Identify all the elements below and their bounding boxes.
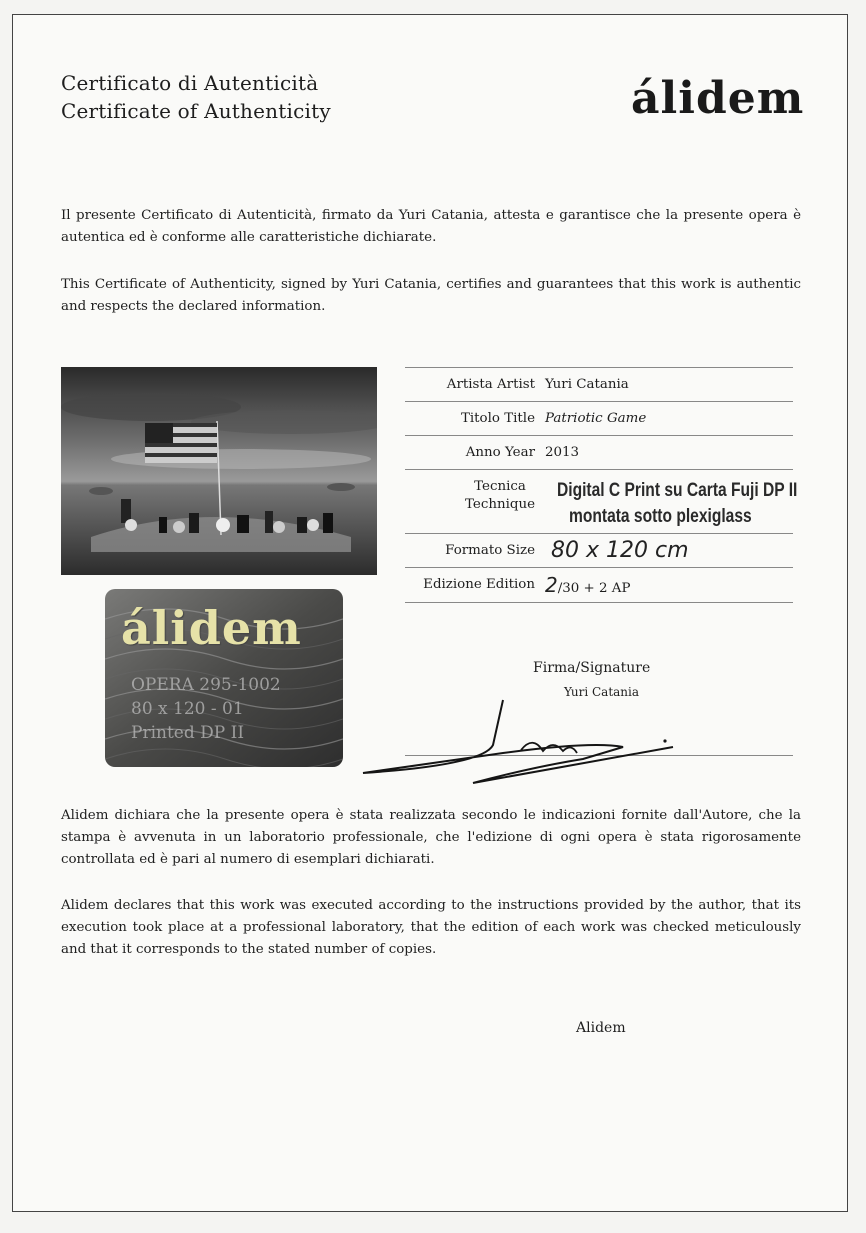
seal-brand: álidem (121, 601, 302, 655)
title-label: Titolo Title (460, 411, 535, 426)
size-value: 80 x 120 cm (551, 538, 689, 563)
edition-label: Edizione Edition (423, 577, 535, 592)
year-label: Anno Year (465, 445, 535, 460)
year-row (405, 435, 793, 470)
technique-row (405, 469, 798, 534)
signature-name: Yuri Catania (564, 685, 640, 699)
alidem-logo: álidem (631, 73, 805, 124)
hologram-seal (105, 589, 343, 767)
artwork-photo (61, 367, 377, 575)
technique-label-english: Technique (465, 497, 535, 512)
flag-icon (145, 423, 217, 463)
technique-label-italian: Tecnica (474, 479, 526, 494)
technique-label (465, 478, 535, 514)
title-english: Certificate of Authenticity (61, 99, 331, 123)
edition-total: /30 + 2 AP (557, 581, 631, 596)
seal-opera-code: OPERA 295-1002 (131, 675, 281, 695)
size-row (405, 533, 793, 568)
title-value: Patriotic Game (545, 411, 647, 426)
title-row (405, 401, 793, 436)
technique-line-2: montata sotto plexiglass (569, 506, 752, 527)
certificate-title (61, 69, 331, 125)
declaration-english: Alidem declares that this work was executed according to the instructions provided by the author, that its execution took place at a professional laboratory, that the edition of each work was checked meticulously and that it corresponds to the stated number of copies. (61, 898, 801, 957)
signature-label: Firma/Signature (533, 660, 651, 676)
artist-value: Yuri Catania (545, 377, 629, 392)
technique-line-1: Digital C Print su Carta Fuji DP II (557, 480, 798, 501)
seal-print-code: Printed DP II (131, 723, 245, 743)
intro-italian: Il presente Certificato di Autenticità, firmato da Yuri Catania, attesta e garantisce che la presente opera è autentica ed è conforme alle caratteristiche dichiarate. (61, 208, 801, 245)
edition-value (545, 573, 631, 598)
artist-row (405, 367, 793, 402)
size-label: Formato Size (445, 543, 535, 558)
certificate-page (12, 14, 848, 1212)
handwritten-signature (353, 695, 683, 805)
edition-row (405, 567, 793, 603)
artist-label: Artista Artist (446, 377, 535, 392)
declaration-italian: Alidem dichiara che la presente opera è stata realizzata secondo le indicazioni fornite dall'Autore, che la stampa è avvenuta in un laboratorio professionale, che l'edizione di ogni opera è stata rigorosamente controllata ed è pari al numero di esemplari dichiarati. (61, 808, 801, 867)
edition-number: 2 (545, 573, 558, 597)
intro-english: This Certificate of Authenticity, signed by Yuri Catania, certifies and guarantees that this work is authentic and respects the declared information. (61, 277, 801, 314)
closing-signatory: Alidem (576, 1020, 626, 1036)
seal-size-code: 80 x 120 - 01 (131, 699, 244, 719)
title-italian: Certificato di Autenticità (61, 71, 319, 95)
year-value: 2013 (545, 445, 580, 460)
